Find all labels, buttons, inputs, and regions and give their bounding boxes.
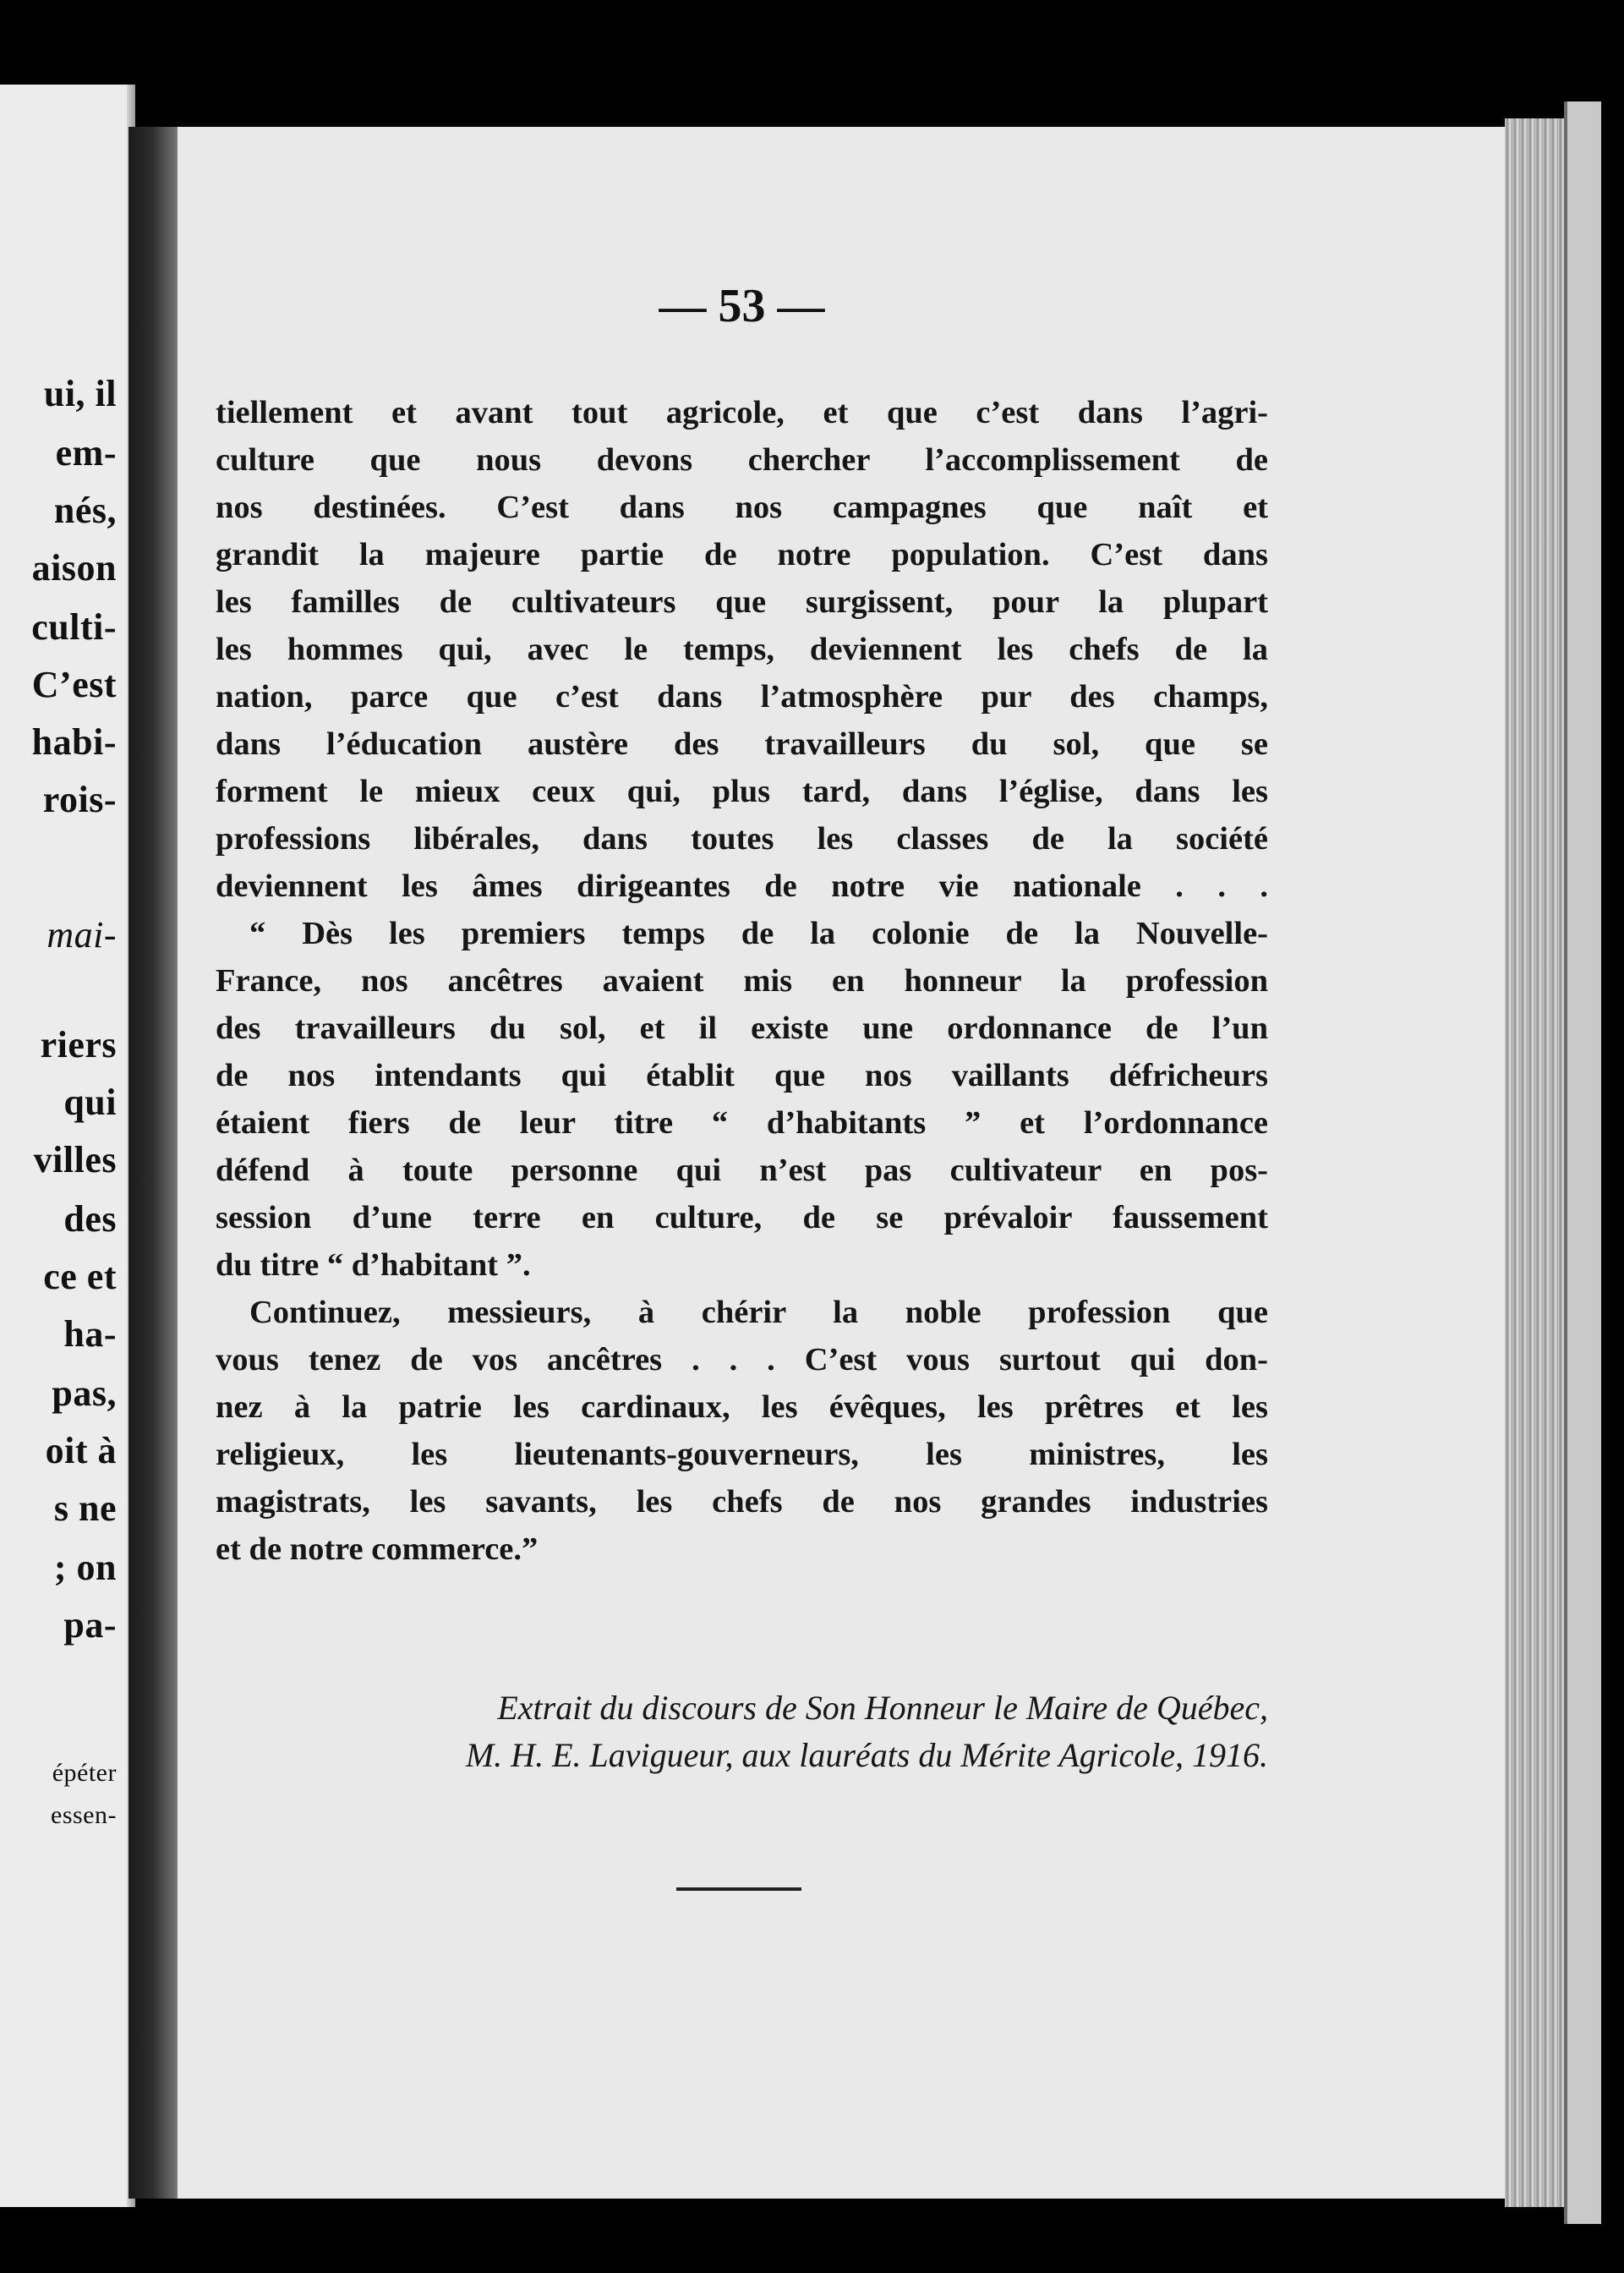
paragraph [216,1289,1268,1573]
facing-page-line: aison [31,547,117,589]
facing-page-line: épéter [52,1759,117,1787]
text-line: forment le mieux ceux qui, plus tard, dans l’église, dans les [216,774,1268,809]
facing-page-line: culti- [31,606,117,648]
text-line: de nos intendants qui établit que nos vaillants défricheurs [216,1058,1268,1093]
facing-page-line: oit à [45,1430,117,1471]
text-line: nation, parce que c’est dans l’atmosphère pur des champs, [216,679,1268,715]
text-line: “ Dès les premiers temps de la colonie de la Nouvelle- [249,916,1268,951]
text-line: France, nos ancêtres avaient mis en honneur la profession [216,963,1268,999]
text-line: les familles de cultivateurs que surgissent, pour la plupart [216,584,1268,620]
facing-page-line: qui [63,1082,117,1123]
text-line: tiellement et avant tout agricole, et que c’est dans l’agri- [216,395,1268,430]
text-line: et de notre commerce.” [216,1531,539,1567]
citation-line: M. H. E. Lavigueur, aux lauréats du Mérite Agricole, 1916. [465,1736,1268,1774]
facing-page-line: essen- [51,1801,117,1829]
text-line: des travailleurs du sol, et il existe une ordonnance de l’un [216,1011,1268,1046]
text-line: les hommes qui, avec le temps, deviennent les chefs de la [216,632,1268,667]
page-stack-edge [1505,118,1564,2207]
text-line: vous tenez de vos ancêtres . . . C’est vous surtout qui don- [216,1342,1268,1377]
facing-page-line: riers [40,1024,117,1065]
text-line: du titre “ d’habitant ”. [216,1247,531,1283]
text-line: Continuez, messieurs, à chérir la noble profession que [249,1295,1268,1330]
facing-page-line: mai- [46,914,117,956]
text-line: grandit la majeure partie de notre population. C’est dans [216,537,1268,572]
book-cover-edge [1564,101,1601,2224]
text-line: religieux, les lieutenants-gouverneurs, les ministres, les [216,1437,1268,1472]
text-line: session d’une terre en culture, de se prévaloir faussement [216,1200,1268,1235]
text-line: dans l’éducation austère des travailleurs du sol, que se [216,726,1268,762]
text-line: magistrats, les savants, les chefs de nos grandes industries [216,1484,1268,1520]
text-line: professions libérales, dans toutes les classes de la société [216,821,1268,857]
closing-rule [676,1887,801,1891]
facing-page-line: villes [33,1139,117,1180]
text-line: nez à la patrie les cardinaux, les évêques, les prêtres et les [216,1389,1268,1425]
facing-page-line: pas, [52,1372,117,1414]
facing-page-line: des [63,1198,117,1240]
citation [216,1684,1268,1779]
paragraph [216,910,1268,1289]
facing-page-line: ; on [53,1547,117,1588]
facing-page-line: s ne [53,1487,117,1529]
citation-line: Extrait du discours de Son Honneur le Maire de Québec, [497,1689,1268,1727]
facing-page-fragment [0,85,135,2207]
facing-page-line: ce et [43,1256,117,1297]
facing-page-line: ha- [63,1313,117,1355]
text-line: nos destinées. C’est dans nos campagnes que naît et [216,490,1268,525]
text-line: deviennent les âmes dirigeantes de notre vie nationale . . . [216,868,1268,904]
facing-page-line: ui, il [43,373,117,414]
facing-page-line: C’est [31,664,117,705]
text-line: étaient fiers de leur titre “ d’habitants ” et l’ordonnance [216,1105,1268,1141]
facing-page-line: pa- [63,1604,117,1646]
facing-page-line: em- [55,432,117,474]
page-number: — 53 — [659,280,825,332]
facing-page-line: nés, [53,490,117,531]
body-text [216,389,1268,1573]
text-line: défend à toute personne qui n’est pas cultivateur en pos- [216,1153,1268,1188]
paragraph [216,389,1268,910]
facing-page-line: habi- [31,721,117,763]
facing-page-line: rois- [42,779,117,820]
text-line: culture que nous devons chercher l’accomplissement de [216,442,1268,478]
